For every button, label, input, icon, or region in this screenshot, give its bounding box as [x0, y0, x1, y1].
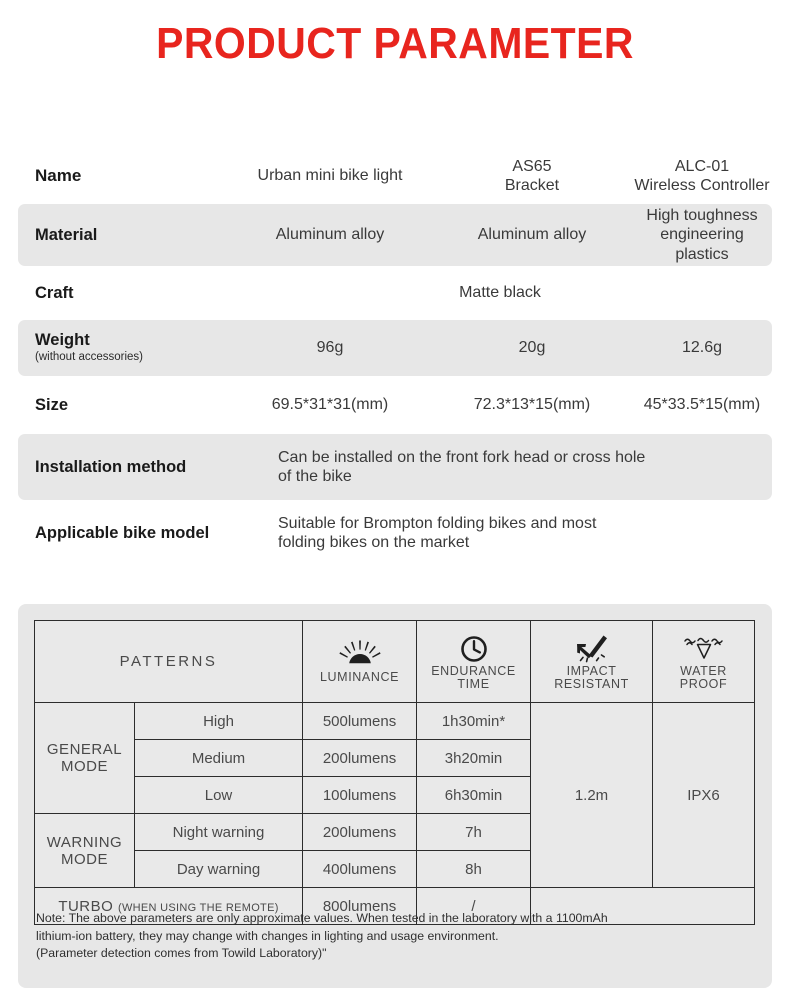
spec-values-installation [278, 448, 772, 486]
group-general-mode-line2: MODE [61, 758, 108, 775]
value-weight-controller: 12.6g [681, 339, 723, 357]
value-name-bracket-line2: Bracket [504, 177, 560, 194]
group-general-mode-line1: GENERAL [46, 741, 123, 758]
spec-row-material [18, 204, 772, 266]
cell-waterproof-value: IPX6 [653, 703, 755, 888]
cell-luminance-night-warning: 200lumens [303, 814, 417, 851]
cell-luminance-high: 500lumens [303, 703, 417, 740]
value-installation [278, 448, 772, 486]
table-row [35, 703, 755, 740]
value-installation-line1: Can be installed on the front fork head or cross hole [278, 448, 646, 466]
value-bike-model-line2: folding bikes on the market [278, 534, 470, 551]
header-endurance-label-line1: ENDURANCE [431, 663, 516, 678]
note-line-3: (Parameter detection comes from Towild Laboratory)" [36, 946, 327, 960]
value-name-controller [632, 157, 772, 195]
cell-endurance-day-warning: 8h [417, 851, 531, 888]
spec-label-material: Material [35, 225, 98, 244]
modes-table [34, 620, 755, 925]
value-name-controller-line1: ALC-01 [674, 157, 730, 175]
header-endurance-label-line2: TIME [457, 676, 490, 691]
value-size-bracket: 72.3*13*15(mm) [473, 396, 591, 414]
header-impact-label-line2: RESISTANT [554, 676, 629, 691]
modes-header-row [35, 621, 755, 703]
group-warning-mode-line2: MODE [61, 850, 108, 868]
header-impact [531, 621, 653, 703]
header-waterproof [653, 621, 755, 703]
value-craft: Matte black [459, 284, 541, 302]
cell-luminance-medium: 200lumens [303, 740, 417, 777]
header-endurance [417, 621, 531, 703]
value-name-controller-line2: Wireless Controller [634, 177, 770, 194]
modes-panel [18, 604, 772, 988]
spec-values-name [228, 157, 772, 195]
header-impact-label-line1: IMPACT [566, 663, 617, 678]
cell-endurance-night-warning: 7h [417, 814, 531, 851]
group-general-mode [35, 703, 135, 814]
spec-label-weight-sub: (without accessories) [35, 351, 144, 364]
cell-mode-day-warning: Day warning [135, 851, 303, 888]
cell-mode-high: High [135, 703, 303, 740]
header-luminance-label: LUMINANCE [320, 670, 400, 684]
spec-label-size: Size [35, 395, 69, 414]
header-patterns: PATTERNS [35, 621, 303, 703]
spec-label-installation: Installation method [35, 457, 187, 476]
cell-turbo-label-main: TURBO [58, 897, 114, 915]
spec-values-weight [228, 338, 772, 357]
cell-luminance-turbo: 800lumens [303, 888, 417, 925]
water-drop-icon [655, 634, 752, 664]
value-name-bracket [432, 157, 632, 195]
spec-row-bike-model [18, 502, 772, 564]
cell-turbo-label-sub: (WHEN USING THE REMOTE) [117, 901, 279, 914]
cell-luminance-low: 100lumens [303, 777, 417, 814]
spec-row-size [18, 382, 772, 428]
cell-endurance-turbo: / [417, 888, 531, 925]
spec-label-weight-main: Weight [35, 331, 90, 350]
clock-icon [419, 634, 528, 664]
header-waterproof-label-line1: WATER [680, 663, 727, 678]
cell-endurance-low: 6h30min [417, 777, 531, 814]
value-size-light: 69.5*31*31(mm) [271, 396, 389, 414]
value-bike-model [278, 514, 772, 552]
spec-label-weight [18, 331, 228, 364]
cell-endurance-medium: 3h20min [417, 740, 531, 777]
note-text [36, 910, 752, 963]
cell-luminance-day-warning: 400lumens [303, 851, 417, 888]
spec-values-bike-model [278, 514, 772, 552]
value-size-controller: 45*33.5*15(mm) [643, 396, 761, 414]
spec-label-craft: Craft [35, 283, 74, 302]
spec-row-craft [18, 270, 772, 316]
impact-check-icon [533, 634, 650, 664]
header-waterproof-label-line2: PROOF [679, 676, 728, 691]
value-installation-line2: of the bike [278, 468, 352, 485]
cell-mode-medium: Medium [135, 740, 303, 777]
spec-label-bike-model: Applicable bike model [35, 523, 210, 542]
value-material-light: Aluminum alloy [275, 226, 385, 244]
header-luminance [303, 621, 417, 703]
value-bike-model-line1: Suitable for Brompton folding bikes and most [278, 514, 597, 532]
value-name-light: Urban mini bike light [257, 167, 403, 185]
value-weight-bracket: 20g [518, 339, 546, 357]
value-weight-light: 96g [316, 339, 344, 357]
spec-label-name: Name [35, 166, 82, 186]
value-material-bracket: Aluminum alloy [477, 226, 587, 244]
spec-row-weight [18, 320, 772, 376]
value-material-controller-line1: High toughness [646, 207, 758, 225]
group-warning-mode-line1: WARNING [46, 833, 123, 851]
cell-impact-value: 1.2m [531, 703, 653, 888]
spec-row-name [18, 148, 772, 204]
value-material-controller [632, 206, 772, 264]
value-name-bracket-line1: AS65 [512, 157, 552, 175]
spec-values-material [228, 206, 772, 264]
spec-row-installation [18, 434, 772, 500]
cell-mode-night-warning: Night warning [135, 814, 303, 851]
spec-list [18, 148, 772, 564]
spec-values-craft [228, 283, 772, 302]
group-warning-mode [35, 814, 135, 888]
page-title: PRODUCT PARAMETER [156, 19, 634, 68]
value-material-controller-line2: engineering plastics [660, 226, 744, 263]
note-line-1: Note: The above parameters are only approximate values. When tested in the laboratory with a 1100mAh [36, 911, 608, 925]
sunburst-icon [305, 640, 414, 670]
cell-mode-low: Low [135, 777, 303, 814]
spec-values-size [228, 395, 772, 414]
cell-endurance-high: 1h30min* [417, 703, 531, 740]
note-line-2: lithium-ion battery, they may change with changes in lighting and usage environment. [36, 928, 499, 943]
